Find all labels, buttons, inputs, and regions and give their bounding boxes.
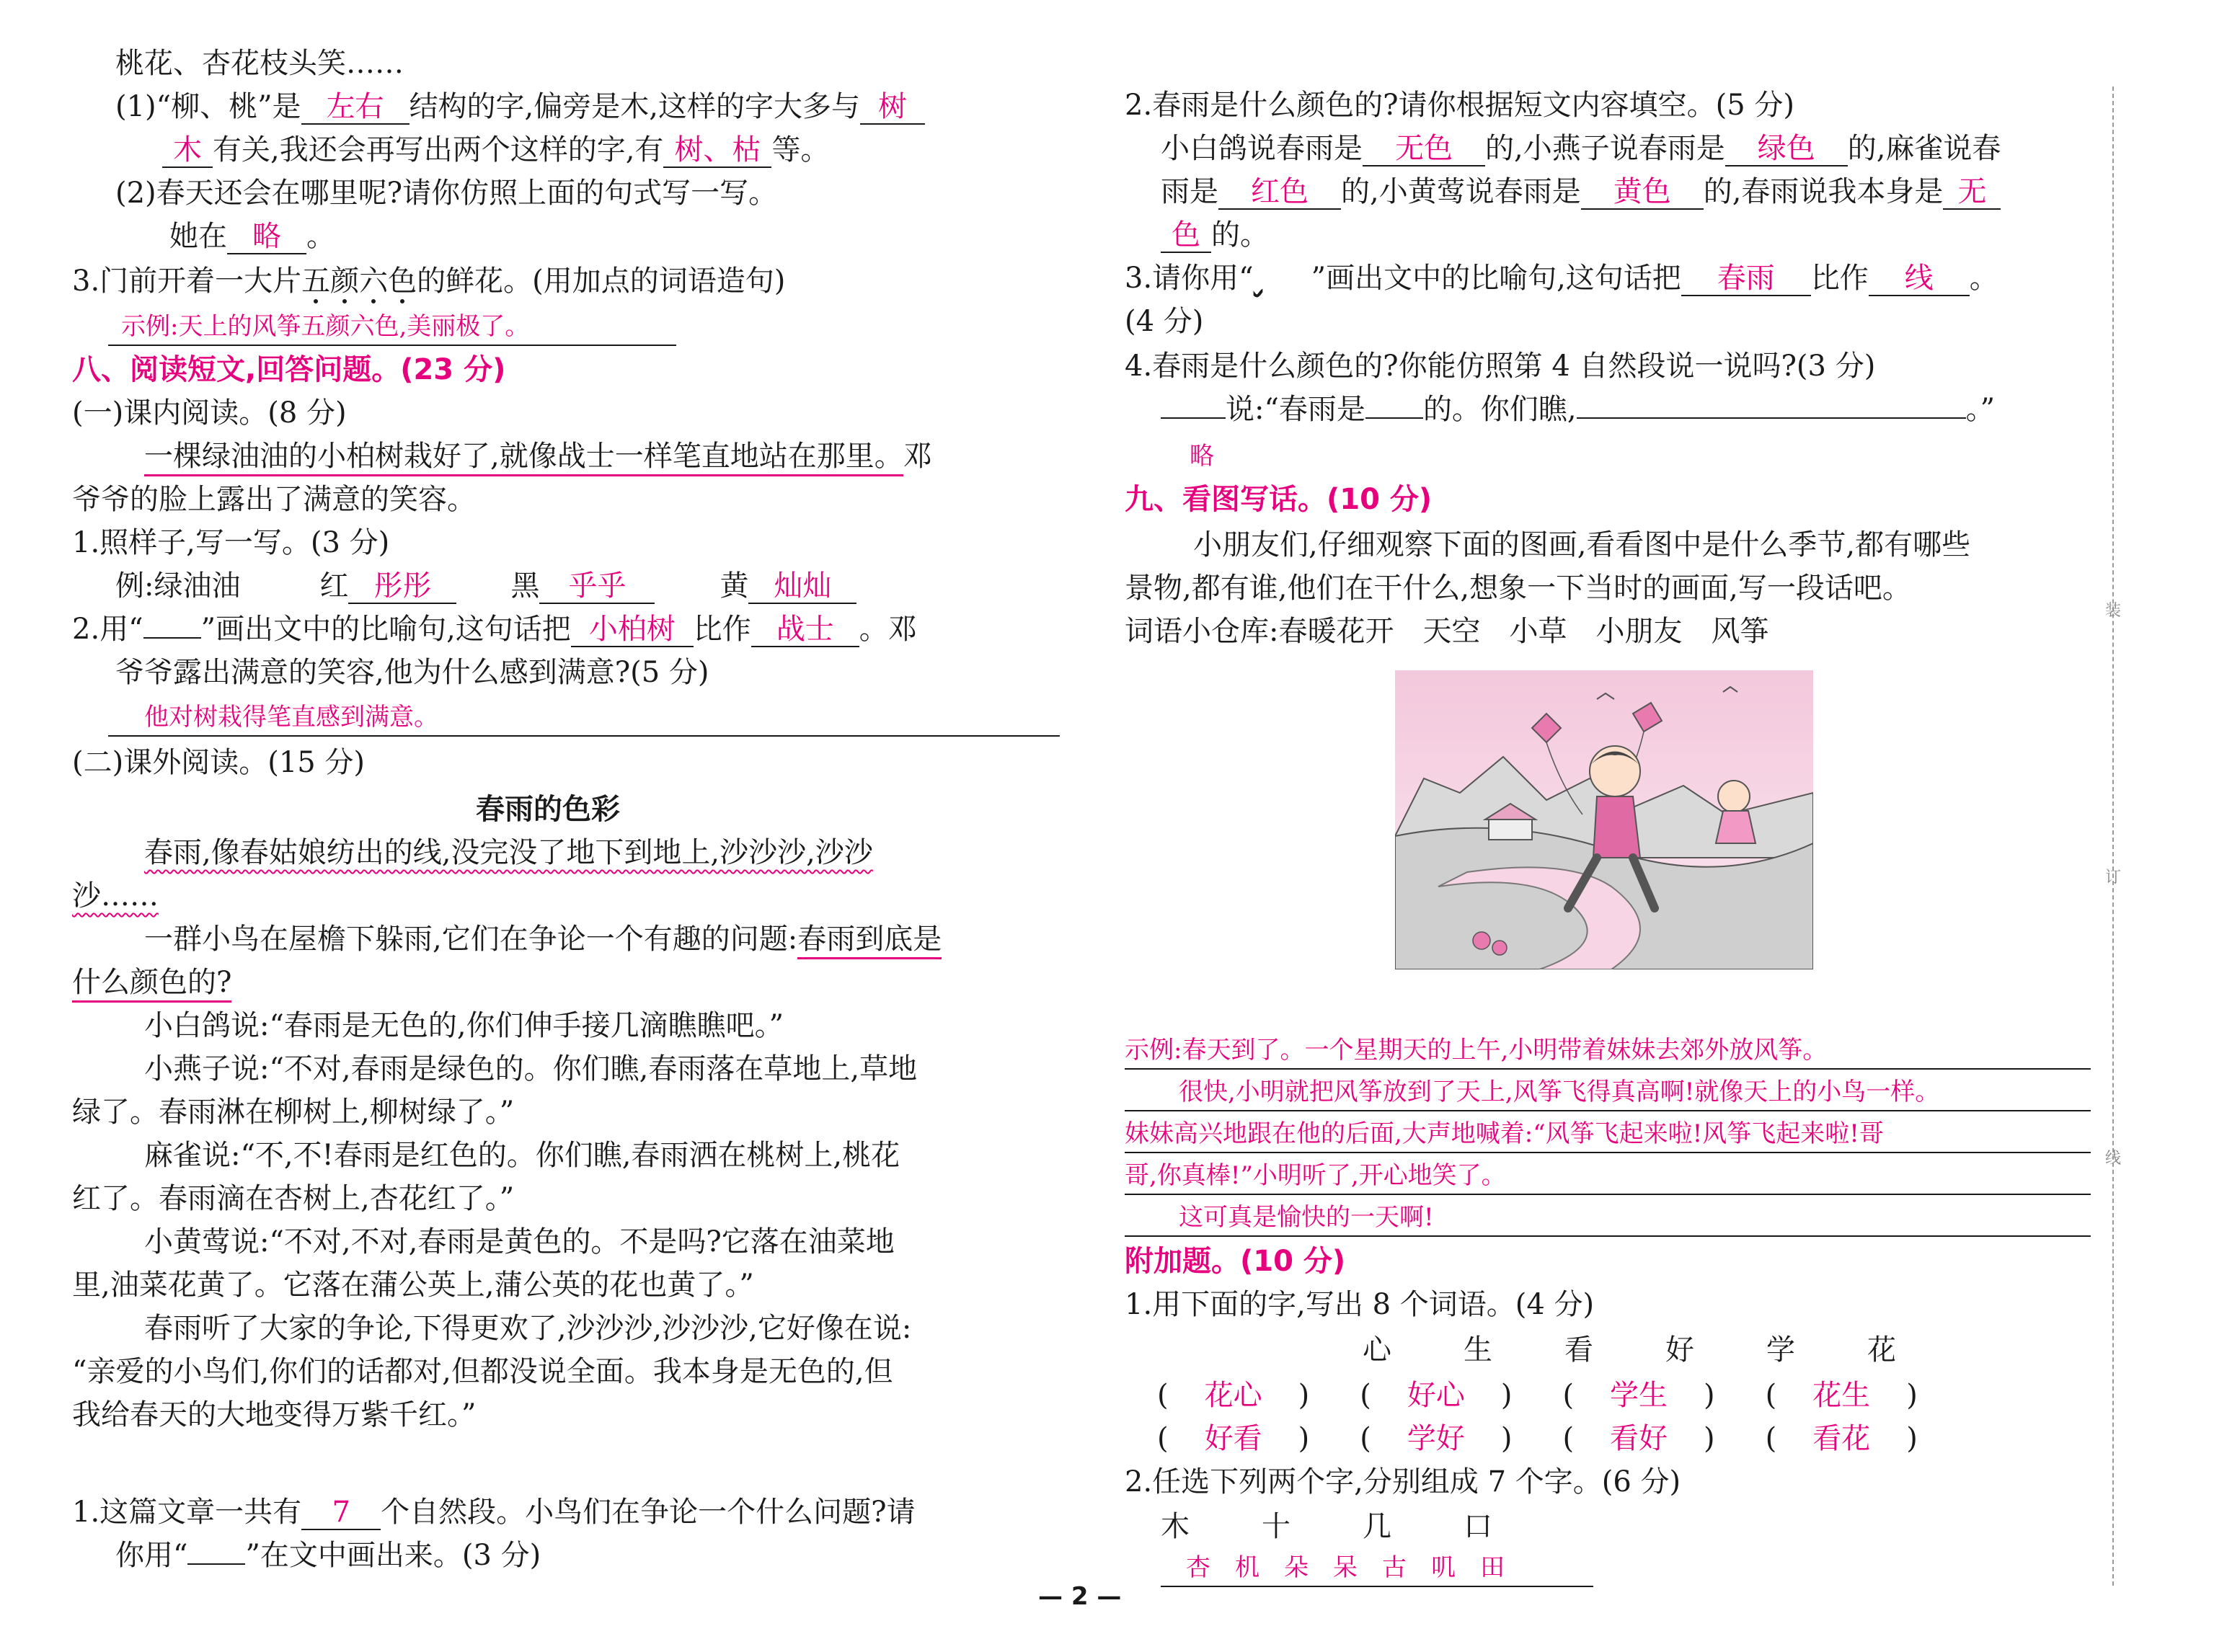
question-8-b3: 3.请你用“ ”画出文中的比喻句,这句话把 春雨 比作 线 。 [1125, 262, 1998, 295]
bonus-question-2: 2.任选下列两个字,分别组成 7 个字。(6 分) [1125, 1465, 1681, 1498]
house [1489, 818, 1532, 840]
word-bank: 词语小仓库:春暖花开 天空 小草 小朋友 风筝 [1125, 615, 1769, 648]
article-p7: 春雨听了大家的争论,下得更欢了,沙沙沙,沙沙沙,它好像在说: [144, 1312, 912, 1345]
section-9-instruction-2: 景物,都有谁,他们在干什么,想象一下当时的画面,写一段话吧。 [1125, 572, 1911, 605]
article-p7-cont-2: 我给春天的大地变得万紫千红。” [72, 1398, 477, 1431]
question-8-2-cont: 爷爷露出满意的笑容,他为什么感到满意?(5 分) [115, 656, 709, 689]
boy-body [1593, 796, 1640, 858]
answer-blank: 左右 [301, 90, 409, 125]
question-7-1: (1)“柳、桃”是 左右 结构的字,偏旁是木,这样的字大多与 树 [115, 86, 925, 127]
question-7-2-answer-line: 她在 略 。 [169, 220, 335, 253]
question-7-1-cont: 木 有关,我还会再写出两个这样的字,有 树、枯 等。 [162, 130, 829, 170]
answer-blank: 线 [1869, 262, 1970, 296]
bonus-2-characters: 木 十 几 口 [1161, 1510, 1492, 1543]
question-8-b2-line-2: 雨是 红色 的,小黄莺说春雨是 黄色 的,春雨说我本身是 无 [1161, 172, 2001, 212]
section-8-part-2: (二)课外阅读。(15 分) [72, 746, 366, 779]
page-number: — 2 — [1038, 1582, 1122, 1611]
answer-blank: 乎乎 [539, 569, 655, 604]
answer-blank: 彤彤 [348, 569, 456, 604]
question-8-2: 2.用“ ”画出文中的比喻句,这句话把 小柏树 比作 战士 。邓 [72, 613, 917, 646]
flower [1473, 932, 1490, 949]
bonus-answers-row-2: ( 好看 ) ( 学好 ) ( 看好 ) ( 看花 ) [1157, 1422, 1918, 1455]
bonus-heading: 附加题。(10 分) [1125, 1245, 1346, 1278]
answer-blank: 无 [1943, 175, 2001, 210]
answer-blank: 树、枯 [663, 133, 771, 168]
answer-blank: 木 [162, 133, 213, 168]
article-p4: 小燕子说:“不对,春雨是绿色的。你们瞧,春雨落在草地上,草地 [144, 1052, 918, 1085]
writing-line-1: 示例:春天到了。一个星期天的上午,小明带着妹妹去郊外放风筝。 [1125, 1032, 2091, 1070]
answer-blank: 7 [301, 1496, 381, 1530]
poem-line: 桃花、杏花枝头笑…… [115, 47, 404, 80]
answer-blank: 绿色 [1725, 132, 1848, 166]
article-p2-cont: 什么颜色的? [72, 962, 231, 1003]
question-8-b1: 1.这篇文章一共有 7 个自然段。小鸟们在争论一个什么问题?请 [72, 1496, 916, 1529]
cut-mark: 订 [2105, 869, 2122, 887]
question-8-b2-line-3: 色 的。 [1161, 215, 1269, 255]
answer-blank: 色 [1161, 218, 1211, 253]
article-p3: 小白鸽说:“春雨是无色的,你们伸手接几滴瞧瞧吧。” [144, 1009, 784, 1042]
flower [1492, 941, 1507, 955]
answer-blank: 战士 [751, 613, 859, 647]
article-p2: 一群小鸟在屋檐下躲雨,它们在争论一个有趣的问题:春雨到底是 [144, 919, 942, 959]
writing-line-2: 很快,小明就把风筝放到了天上,风筝飞得真高啊!就像天上的小鸟一样。 [1125, 1074, 2091, 1111]
spring-kite-illustration [1395, 670, 1813, 969]
answer-blank: 黄色 [1581, 175, 1704, 210]
article-p1: 春雨,像春姑娘纺出的线,没完没了地下到地上,沙沙沙,沙沙 [144, 836, 873, 869]
question-7-3: 3.门前开着一大片五颜六色的鲜花。(用加点的词语造句) [72, 265, 786, 298]
section-9-instruction-1: 小朋友们,仔细观察下面的图画,看看图中是什么季节,都有哪些 [1193, 528, 1971, 561]
answer-line: 他对树栽得笔直感到满意。 [108, 699, 1060, 737]
question-7-2: (2)春天还会在哪里呢?请你仿照上面的句式写一写。 [115, 177, 778, 210]
writing-line-3: 妹妹高兴地跟在他的后面,大声地喊着:“风筝飞起来啦!风筝飞起来啦!哥 [1125, 1116, 2091, 1153]
answer-blank: 略 [227, 220, 306, 254]
answer-blank: 小柏树 [571, 613, 694, 647]
bonus-characters: 心 生 看 好 学 花 [1363, 1333, 1896, 1367]
question-8-b4: 4.春雨是什么颜色的?你能仿照第 4 自然段说一说吗?(3 分) [1125, 350, 1876, 383]
section-9-heading: 九、看图写话。(10 分) [1125, 483, 1433, 516]
passage-1-line-2: 爷爷的脸上露出了满意的笑容。 [72, 483, 476, 516]
question-8-1: 1.照样子,写一写。(3 分) [72, 526, 390, 559]
article-p6-cont: 里,油菜花黄了。它落在蒲公英上,蒲公英的花也黄了。” [72, 1269, 754, 1302]
question-8-b4-line: 说:“春雨是 的。你们瞧, 。” [1161, 389, 1995, 430]
girl-body [1716, 811, 1756, 843]
article-p1-cont: 沙…… [72, 879, 159, 912]
cut-mark: 线 [2105, 1150, 2122, 1168]
answer-blank: 无色 [1363, 132, 1485, 166]
section-8-heading: 八、阅读短文,回答问题。(23 分) [72, 353, 506, 386]
answer-blank: 春雨 [1681, 262, 1811, 296]
article-title: 春雨的色彩 [476, 793, 620, 826]
writing-line-5: 这可真是愉快的一天啊! [1125, 1199, 2091, 1237]
answer-blank: 灿灿 [748, 569, 856, 604]
article-p5: 麻雀说:“不,不!春雨是红色的。你们瞧,春雨洒在桃树上,桃花 [144, 1139, 900, 1172]
question-8-b3-cont: (4 分) [1125, 305, 1204, 338]
section-8-part-1: (一)课内阅读。(8 分) [72, 396, 347, 430]
cut-mark: 装 [2105, 602, 2122, 620]
question-8-b2: 2.春雨是什么颜色的?请你根据短文内容填空。(5 分) [1125, 89, 1794, 122]
girl-head [1718, 781, 1750, 812]
binding-cut-line [2112, 86, 2114, 1586]
answer-blank: 树 [860, 90, 925, 125]
article-p6: 小黄莺说:“不对,不对,春雨是黄色的。不是吗?它落在油菜地 [144, 1225, 895, 1258]
question-8-b1-cont: 你用“ ”在文中画出来。(3 分) [115, 1539, 541, 1572]
passage-1-line-1: 一棵绿油油的小柏树栽好了,就像战士一样笔直地站在那里。邓 [144, 436, 932, 476]
question-8-b2-line-1: 小白鸽说春雨是 无色 的,小燕子说春雨是 绿色 的,麻雀说春 [1161, 132, 2001, 165]
question-8-1-example: 例:绿油油 红 彤彤 黑 乎乎 黄 灿灿 [115, 566, 856, 606]
article-p5-cont: 红了。春雨滴在杏树上,杏花红了。” [72, 1182, 515, 1215]
answer-line: 示例:天上的风筝五颜六色,美丽极了。 [108, 308, 676, 346]
bonus-question-1: 1.用下面的字,写出 8 个词语。(4 分) [1125, 1288, 1595, 1321]
article-p4-cont: 绿了。春雨淋在柳树上,柳树绿了。” [72, 1096, 515, 1129]
article-p7-cont-1: “亲爱的小鸟们,你们的话都对,但都没说全面。我本身是无色的,但 [72, 1355, 893, 1388]
bonus-answers-row-1: ( 花心 ) ( 好心 ) ( 学生 ) ( 花生 ) [1157, 1379, 1918, 1412]
bonus-2-answer: 杏 机 朵 呆 古 叽 田 [1161, 1550, 1593, 1587]
answer-blank: 红色 [1218, 175, 1341, 210]
answer-text: 略 [1190, 442, 1214, 471]
writing-line-4: 哥,你真棒!”小明听了,开心地笑了。 [1125, 1158, 2091, 1195]
